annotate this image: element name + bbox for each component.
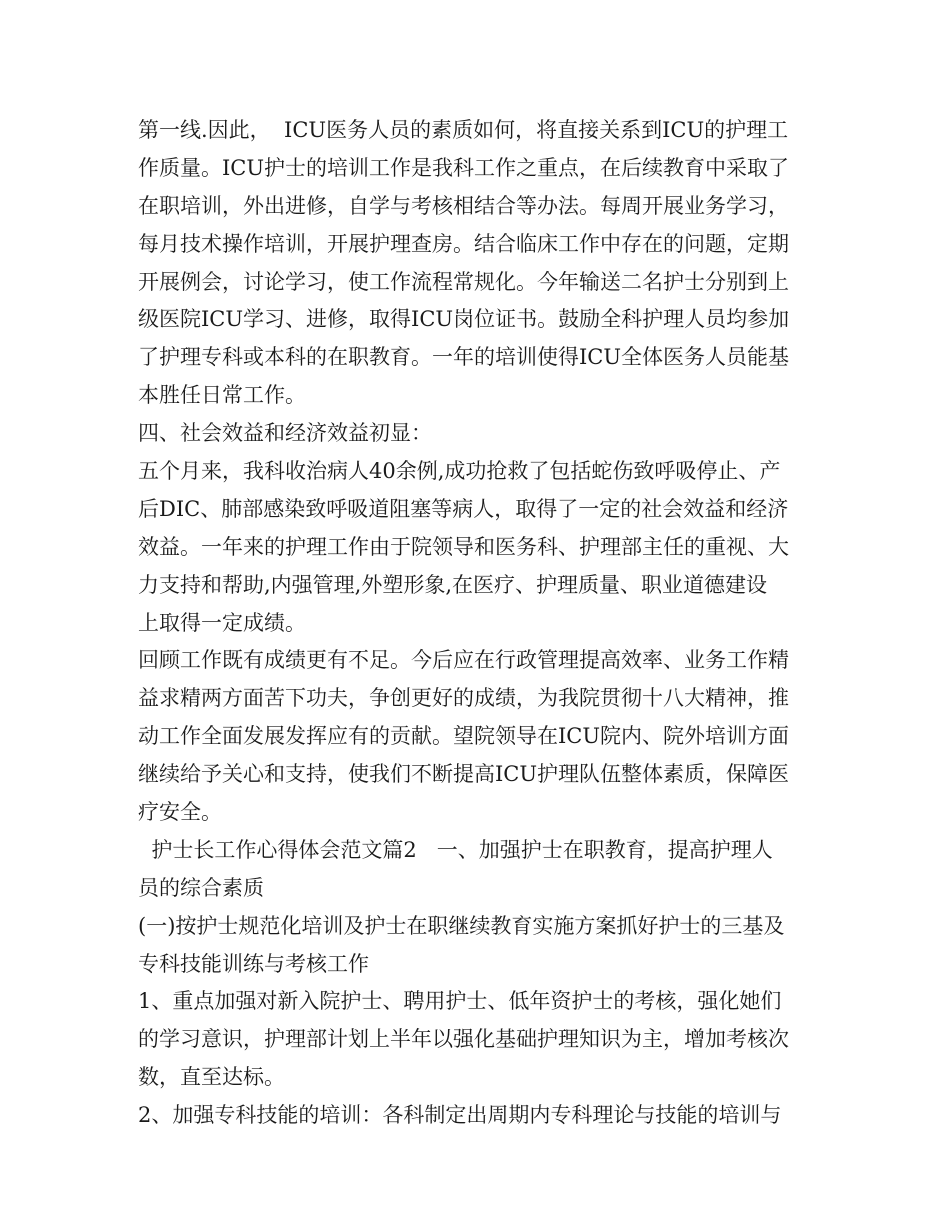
text-line: 后DIC、肺部感染致呼吸道阻塞等病人，取得了一定的社会效益和经济	[138, 496, 789, 521]
text-line: 本胜任日常工作。	[138, 383, 306, 408]
text-line: 五个月来，我科收治病人40余例,成功抢救了包括蛇伤致呼吸停止、产	[138, 459, 781, 484]
text-line: 数，直至达标。	[138, 1065, 285, 1090]
text-line: 作质量。ICU护士的培训工作是我科工作之重点，在后续教育中采取了	[138, 155, 790, 180]
text-line: 力支持和帮助,内强管理,外塑形象,在医疗、护理质量、职业道德建设	[138, 572, 768, 597]
text-line: 益求精两方面苦下功夫，争创更好的成绩，为我院贯彻十八大精神，推	[138, 686, 789, 711]
text-line: 疗安全。	[138, 800, 222, 825]
text-line: 效益。一年来的护理工作由于院领导和医务科、护理部主任的重视、大	[138, 534, 789, 559]
document-body	[138, 112, 814, 1135]
text-line: 继续给予关心和支持，使我们不断提高ICU护理队伍整体素质，保障医	[138, 762, 790, 787]
text-line: 第一线.因此， ICU医务人员的素质如何，将直接关系到ICU的护理工	[138, 118, 789, 142]
text-line: 在职培训，外出进修，自学与考核相结合等办法。每周开展业务学习，	[138, 193, 789, 218]
text-line: 专科技能训练与考核工作	[138, 951, 369, 976]
article-title-line: 护士长工作心得体会范文篇2 一、加强护士在职教育，提高护理人	[138, 837, 773, 862]
text-line: 的学习意识，护理部计划上半年以强化基础护理知识为主，增加考核次	[138, 1027, 789, 1052]
section-heading: 四、社会效益和经济效益初显：	[138, 421, 432, 446]
text-line: 1、重点加强对新入院护士、聘用护士、低年资护士的考核，强化她们	[138, 989, 782, 1014]
text-line: 动工作全面发展发挥应有的贡献。望院领导在ICU院内、院外培训方面	[138, 724, 790, 749]
text-line: (一)按护士规范化培训及护士在职继续教育实施方案抓好护士的三基及	[138, 913, 785, 938]
text-line: 员的综合素质	[138, 875, 264, 900]
text-line: 每月技术操作培训，开展护理查房。结合临床工作中存在的问题，定期	[138, 231, 789, 256]
text-line: 回顾工作既有成绩更有不足。今后应在行政管理提高效率、业务工作精	[138, 648, 789, 673]
text-line: 开展例会，讨论学习，使工作流程常规化。今年输送二名护士分别到上	[138, 269, 789, 294]
text-line: 上取得一定成绩。	[138, 610, 306, 635]
text-line: 了护理专科或本科的在职教育。一年的培训使得ICU全体医务人员能基	[138, 345, 790, 370]
text-line: 2、加强专科技能的培训：各科制定出周期内专科理论与技能的培训与	[138, 1103, 782, 1128]
text-line: 级医院ICU学习、进修，取得ICU岗位证书。鼓励全科护理人员均参加	[138, 307, 790, 332]
